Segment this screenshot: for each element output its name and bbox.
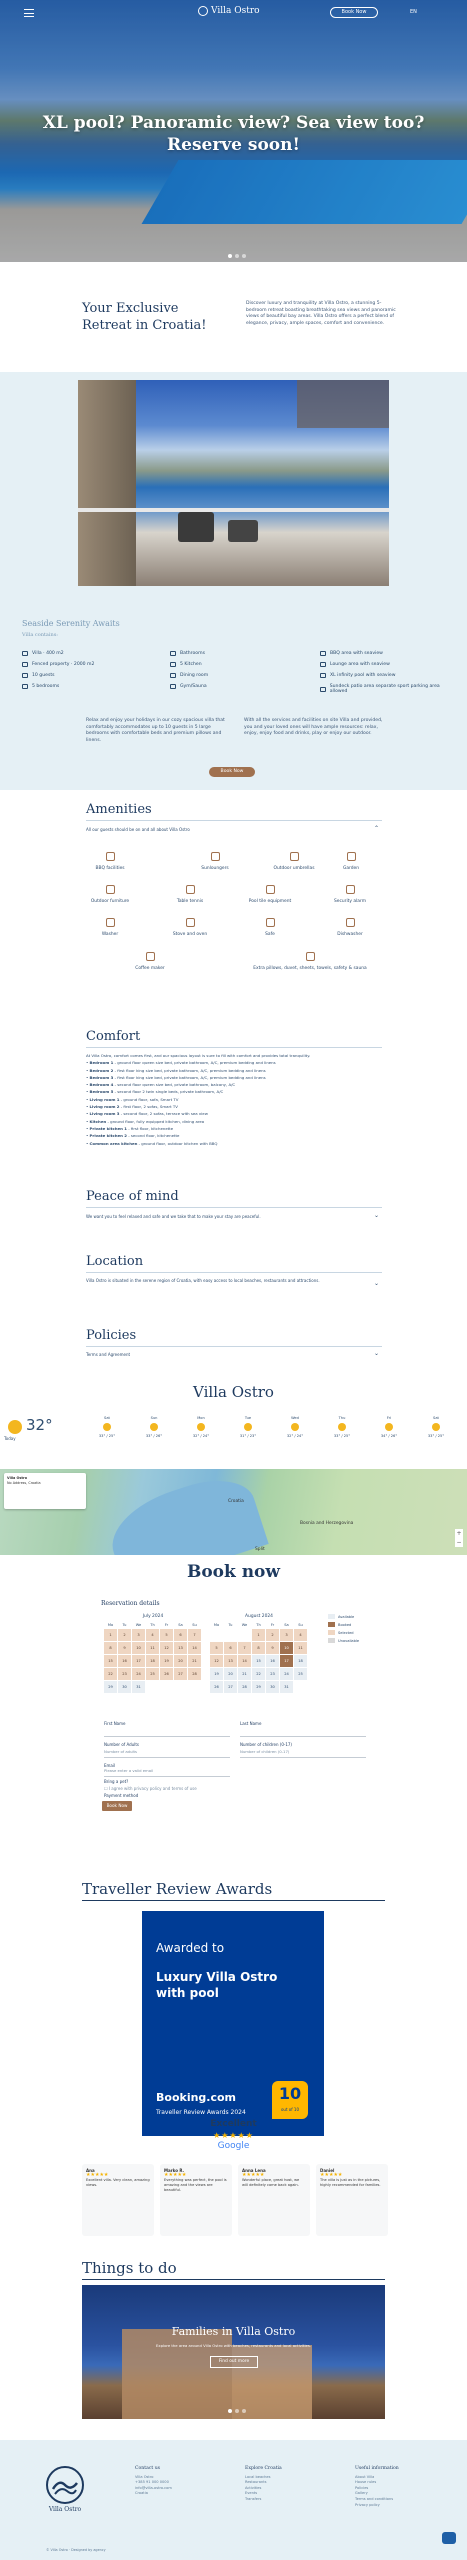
calendar-day[interactable]: 25	[294, 1668, 307, 1680]
bath-icon	[170, 651, 176, 656]
booking-award-badge: Awarded to Luxury Villa Ostro with pool Booking.com Traveller Review Awards 2024 10 out of 10	[142, 1911, 324, 2136]
review-rating-title: Excellent	[210, 2119, 257, 2129]
comfort-item: • Private kitchen 2 - second floor, kitchenette	[86, 1133, 180, 1139]
terrace-photo	[78, 380, 389, 586]
gym-icon	[170, 684, 176, 689]
footer-explore-column: Explore Croatia Local beaches Restaurants Activities Events Transfers	[245, 2466, 345, 2503]
policies-accordion[interactable]: Terms and Agreement	[86, 1352, 131, 1357]
calendar-day[interactable]: 14	[238, 1655, 251, 1667]
villa-contains-label: Villa contains:	[22, 632, 58, 638]
calendar-weekday: Fr	[164, 1623, 169, 1627]
deck-icon	[320, 687, 326, 692]
garden-icon	[347, 852, 356, 861]
legend-item: Available	[328, 1614, 354, 1619]
weather-day: Thu 33° / 25°	[333, 1416, 351, 1438]
review-card[interactable]: Ana ★★★★★ Excellent villa. Very clean, amazing views.	[82, 2164, 154, 2236]
calendar-weekday: Mo	[107, 1623, 114, 1627]
oven-icon	[186, 918, 195, 927]
spec-item: Fenced property · 2000 m2	[22, 662, 94, 667]
calendar-day[interactable]: 17	[132, 1655, 145, 1667]
bedding-icon	[306, 952, 315, 961]
calendar-day[interactable]: 22	[104, 1668, 117, 1680]
spec-item: Sundeck patio area separate sport parking area allowed	[320, 684, 450, 694]
language-select[interactable]: EN	[410, 9, 417, 15]
chat-icon[interactable]	[442, 2532, 456, 2544]
things-to-do-title: Things to do	[82, 2259, 177, 2277]
top-navigation	[0, 0, 467, 26]
calendar-weekday: We	[241, 1623, 248, 1627]
calendar-day[interactable]: 2	[118, 1629, 131, 1641]
sun-icon	[197, 1423, 205, 1431]
legend-item: Booked	[328, 1622, 351, 1627]
calendar-day[interactable]: 29	[252, 1681, 265, 1693]
calendar-day[interactable]: 13	[174, 1642, 187, 1654]
legend-item: Unavailable	[328, 1638, 359, 1643]
footer-link[interactable]: House rules	[355, 2480, 377, 2485]
sun-icon	[150, 1423, 158, 1431]
calendar-day[interactable]: 4	[294, 1629, 307, 1641]
calendar-day[interactable]: 30	[118, 1681, 131, 1693]
dining-icon	[170, 673, 176, 678]
sun-icon	[103, 1423, 111, 1431]
calendar-grid	[210, 1622, 308, 1693]
calendar-day[interactable]: 1	[252, 1629, 265, 1641]
villa-ostro-logo-icon[interactable]	[45, 2465, 85, 2505]
amenity-item: Pool tile equipment	[230, 885, 310, 904]
sun-icon	[244, 1423, 252, 1431]
amenity-item: Outdoor umbrellas	[254, 852, 334, 871]
calendar-month	[210, 1614, 308, 1693]
grill-icon	[320, 651, 326, 656]
google-logo: Google	[217, 2141, 250, 2151]
slider-dot[interactable]	[242, 2409, 246, 2413]
calendar-day[interactable]: 4	[146, 1629, 159, 1641]
bed-icon	[22, 684, 28, 689]
calendar-weekday: Su	[192, 1623, 197, 1627]
comfort-item: • Living room 1 - ground floor, sofa, Smart TV	[86, 1096, 179, 1102]
calendar-weekday: Tu	[228, 1623, 233, 1627]
calendar-day[interactable]: 21	[238, 1668, 251, 1680]
amenity-item: Garden	[311, 852, 391, 871]
feature-description-left: Relax and enjoy your holidays in our cozy spacious villa that comfortably accommodates up to 10 guests in 5 large bedrooms with comfortable beds and premium pillows and linens.	[86, 718, 225, 743]
site-logo[interactable]: Villa Ostro	[198, 6, 260, 16]
footer-link[interactable]: Privacy policy	[355, 2502, 380, 2507]
fence-icon	[22, 662, 28, 667]
reservation-details-label: Reservation details	[101, 1600, 160, 1607]
chevron-down-icon[interactable]: ⌄	[374, 1212, 380, 1219]
calendar-day[interactable]: 23	[118, 1668, 131, 1680]
calendar-grid	[104, 1622, 202, 1693]
calendar-day[interactable]: 7	[188, 1629, 201, 1641]
calendar-day[interactable]: 29	[104, 1681, 117, 1693]
footer-link[interactable]: Villa Ostro	[135, 2474, 154, 2479]
calendar-day[interactable]: 2	[266, 1629, 279, 1641]
kitchen-icon	[170, 662, 176, 667]
slider-dot[interactable]	[228, 2409, 232, 2413]
calendar-day[interactable]: 5	[160, 1629, 173, 1641]
footer-link[interactable]: Transfers	[245, 2496, 262, 2501]
feature-book-button[interactable]: Book Now	[209, 767, 255, 777]
comfort-item: • Bedroom 2 - first floor king size bed, private bathroom, A/C, premium bedding and linens	[86, 1067, 266, 1073]
calendar-day[interactable]: 14	[188, 1642, 201, 1654]
chair-icon	[106, 885, 115, 894]
map-info-card[interactable]: Villa Ostro No Address, Croatia	[4, 1473, 86, 1509]
weather-day: Wed 32° / 24°	[286, 1416, 304, 1438]
review-card[interactable]: Marko R. ★★★★★ Everything was perfect, the pool is amazing and the views are beautiful.	[160, 2164, 232, 2236]
intro-text: Discover luxury and tranquility at Villa Ostro, a stunning 5-bedroom retreat boasting breathtaking sea views and panoramic views of beautiful bay areas. Villa Ostro offers a perfect blend of elegance, privacy, ample spaces, comfort and convenience.	[246, 301, 396, 326]
pingpong-icon	[186, 885, 195, 894]
calendar-day[interactable]: 3	[132, 1629, 145, 1641]
map-label: Bosnia and Herzegovina	[300, 1521, 354, 1526]
logo-wave-icon	[198, 6, 208, 16]
hero-title: XL pool? Panoramic view? Sea view too? Reserve soon!	[42, 113, 425, 155]
calendar-day[interactable]: 6	[224, 1642, 237, 1654]
calendar-day[interactable]: 23	[266, 1668, 279, 1680]
calendar-day[interactable]: 8	[252, 1642, 265, 1654]
footer-link[interactable]: Local beaches	[245, 2474, 271, 2479]
comfort-item: • Bedroom 3 - first floor king size bed, private bathroom, A/C, premium bedding and linens	[86, 1074, 266, 1080]
calendar-day[interactable]: 20	[224, 1668, 237, 1680]
calendar-weekday: We	[135, 1623, 142, 1627]
calendar-day[interactable]: 16	[266, 1655, 279, 1667]
calendar-weekday: Su	[298, 1623, 303, 1627]
comfort-list: At Villa Ostro, comfort comes first, and our spacious layout is sure to fill with comfort and provides total tranquility. • Bedroom 1 - ground floor queen size bed, private bathroom, A/C, premium bedding and linens • Bedroom 2 - first floor king size bed, private bathroom, A/C, premium bedding and linens • Bedroom 3 - first floor king size bed, private bathroom, A/C, premium bedding and linens • Bedroom 4 - second floor queen size bed, private bathroom, balcony, A/C • Bedroom 5 - second floor 2 twin single beds, private bathroom, A/C • Living room 1 - ground floor, sofa, Smart TV • Living room 2 - first floor, 2 sofas, Smart TV • Living room 3 - second floor, 2 sofas, terrace with sea view • Kitchen - ground floor, fully equipped kitchen, dining area • Private kitchen 1 - first floor, kitchenette • Private kitchen 2 - second floor, kitchenette • Common area kitchen - ground floor, outdoor kitchen with BBQ	[86, 1052, 386, 1147]
calendar-day[interactable]: 7	[238, 1642, 251, 1654]
policies-title: Policies	[86, 1328, 137, 1343]
calendar-day[interactable]: 22	[252, 1668, 265, 1680]
calendar-day[interactable]: 19	[210, 1668, 223, 1680]
comfort-item: • Bedroom 1 - ground floor queen size bed, private bathroom, A/C, premium bedding and linens	[86, 1060, 276, 1066]
chevron-down-icon[interactable]: ⌄	[374, 1350, 380, 1357]
pool-icon	[266, 885, 275, 894]
hero-dot[interactable]	[228, 254, 232, 258]
guests-icon	[22, 673, 28, 678]
calendar-day[interactable]: 11	[294, 1642, 307, 1654]
calendar-day[interactable]: 8	[104, 1642, 117, 1654]
footer-contact-column: Contact us Villa Ostro +385 91 000 0000 info@villa-ostro.com Croatia	[135, 2466, 235, 2497]
calendar-day[interactable]: 10	[132, 1642, 145, 1654]
sun-icon	[385, 1423, 393, 1431]
calendar-day[interactable]: 12	[210, 1655, 223, 1667]
award-score-badge: 10 out of 10	[272, 2081, 308, 2119]
things-slider-dots	[228, 2409, 246, 2413]
calendar-day[interactable]: 31	[280, 1681, 293, 1693]
amenity-item: Safe	[230, 918, 310, 937]
first-name-input[interactable]	[104, 1728, 230, 1737]
footer-info-column: Useful information About Villa House rules Policies Gallery Terms and conditions Privacy policy	[355, 2466, 455, 2508]
calendar-month-label: July 2024	[142, 1614, 164, 1619]
house-icon	[22, 651, 28, 656]
footer-link[interactable]: Restaurants	[245, 2480, 267, 2485]
email-input[interactable]: Please enter a valid email	[104, 1768, 230, 1777]
amenity-item: Washer	[70, 918, 150, 937]
calendar-weekday: Sa	[178, 1623, 183, 1627]
weather-day: Tue 31° / 23°	[239, 1416, 257, 1438]
washer-icon	[106, 918, 115, 927]
comfort-item: • Living room 2 - first floor, 2 sofas, Smart TV	[86, 1104, 178, 1110]
peace-accordion[interactable]: We want you to feel relaxed and safe and we take that to make your stay are peaceful.	[86, 1214, 261, 1219]
footer-logo-text: Villa Ostro	[48, 2506, 82, 2513]
spec-item: 5 Kitchen	[170, 662, 202, 667]
calendar-day[interactable]: 6	[174, 1629, 187, 1641]
coffee-icon	[146, 952, 155, 961]
calendar-day[interactable]: 26	[160, 1668, 173, 1680]
calendar-weekday: Th	[256, 1623, 261, 1627]
things-to-do-subtitle: Explore the area around Villa Ostro with beaches, restaurants and local activities.	[155, 2343, 312, 2348]
calendar-day[interactable]: 17	[280, 1655, 293, 1667]
privacy-checkbox[interactable]: ☐ I agree with privacy policy and terms of use	[104, 1786, 197, 1791]
calendar-day[interactable]: 30	[266, 1681, 279, 1693]
weather-day: Sun 33° / 26°	[145, 1416, 163, 1438]
calendar-day[interactable]: 21	[188, 1655, 201, 1667]
spec-item: 5 bedrooms	[22, 684, 59, 689]
feature-title: Seaside Serenity Awaits	[22, 619, 120, 628]
sun-icon	[8, 1420, 22, 1434]
calendar-day[interactable]: 3	[280, 1629, 293, 1641]
umbrella-icon	[290, 852, 299, 861]
calendar-day[interactable]: 12	[160, 1642, 173, 1654]
hero-dot[interactable]	[242, 254, 246, 258]
comfort-item: • Bedroom 4 - second floor queen size bed, private bathroom, balcony, A/C	[86, 1082, 236, 1088]
spec-item: XL infinity pool with seaview	[320, 673, 396, 678]
calendar-day[interactable]: 25	[146, 1668, 159, 1680]
hero-slider-dots	[228, 254, 246, 258]
calendar-weekday: Tu	[122, 1623, 127, 1627]
calendar-day[interactable]: 9	[266, 1642, 279, 1654]
children-select[interactable]: Number of children (0-17)	[240, 1749, 366, 1758]
weather-day: Sat 33° / 25°	[98, 1416, 116, 1438]
weather-day: Sat 33° / 25°	[427, 1416, 445, 1438]
calendar-day[interactable]: 20	[174, 1655, 187, 1667]
amenity-item: Extra pillows, duvet, sheets, towels, safety & sauna	[250, 952, 370, 971]
spec-item: Lounge area with seaview	[320, 662, 390, 667]
award-section-title: Traveller Review Awards	[82, 1880, 273, 1898]
footer-link[interactable]: Activities	[245, 2485, 262, 2490]
amenity-item: Dishwasher	[310, 918, 390, 937]
spec-item: Gym/Sauna	[170, 684, 207, 689]
dishwasher-icon	[346, 918, 355, 927]
calendar-day[interactable]: 18	[146, 1655, 159, 1667]
weather-today: 32° Today	[4, 1416, 53, 1441]
things-to-do-caption: Families in Villa Ostro	[171, 2325, 296, 2338]
find-out-more-button[interactable]: Find out more	[210, 2356, 258, 2368]
calendar-day[interactable]: 28	[188, 1668, 201, 1680]
lounge-icon	[320, 662, 326, 667]
calendar-weekday: Th	[150, 1623, 155, 1627]
review-card[interactable]: Daniel ★★★★★ The villa is just as in the pictures, highly recommended for families.	[316, 2164, 388, 2236]
comfort-item: • Private kitchen 1 - first floor, kitchenette	[86, 1125, 174, 1131]
footer-link[interactable]: About Villa	[355, 2474, 375, 2479]
sun-icon	[338, 1423, 346, 1431]
calendar-weekday: Mo	[213, 1623, 220, 1627]
footer-link[interactable]: Events	[245, 2491, 258, 2496]
calendar-day[interactable]: 24	[280, 1668, 293, 1680]
calendar-day[interactable]: 31	[132, 1681, 145, 1693]
calendar-day[interactable]: 5	[210, 1642, 223, 1654]
comfort-item: • Kitchen - ground floor, fully equipped kitchen, dining area	[86, 1118, 205, 1124]
sunlounger-icon	[211, 852, 220, 861]
last-name-input[interactable]	[240, 1728, 366, 1737]
location-accordion[interactable]: Villa Ostro is situated in the serene region of Croatia, with easy access to local beaches, restaurants and attractions.	[86, 1278, 320, 1283]
adults-select[interactable]: Number of adults	[104, 1749, 230, 1758]
menu-icon[interactable]	[24, 9, 34, 17]
calendar-month-label: August 2024	[245, 1614, 273, 1619]
pool-icon	[320, 673, 326, 678]
weather-title: Villa Ostro	[193, 1383, 274, 1401]
comfort-item: • Living room 3 - second floor, 2 sofas, terrace with sea view	[86, 1111, 208, 1117]
footer-link[interactable]: +385 91 000 0000	[135, 2480, 169, 2485]
calendar-day[interactable]: 10	[280, 1642, 293, 1654]
spec-item: BBQ area with seaview	[320, 651, 383, 656]
calendar-day[interactable]: 15	[252, 1655, 265, 1667]
calendar-day[interactable]: 16	[118, 1655, 131, 1667]
weather-day: Mon 32° / 24°	[192, 1416, 210, 1438]
amenity-item: Table tennis	[150, 885, 230, 904]
sun-icon	[291, 1423, 299, 1431]
slider-dot[interactable]	[235, 2409, 239, 2413]
book-now-button[interactable]: Book Now	[330, 7, 378, 18]
comfort-item: • Common area kitchen - ground floor, outdoor kitchen with BBQ	[86, 1140, 218, 1146]
review-card[interactable]: Anna Lena ★★★★★ Wonderful place, great host, we will definitely come back again.	[238, 2164, 310, 2236]
amenities-title: Amenities	[86, 802, 152, 817]
spec-item: 10 guests	[22, 673, 55, 678]
legend-item: Selected	[328, 1630, 354, 1635]
footer-copyright: © Villa Ostro · Designed by agency	[46, 2548, 106, 2552]
things-to-do-image	[82, 2285, 385, 2419]
location-map[interactable]	[0, 1469, 467, 1555]
calendar-day[interactable]: 9	[118, 1642, 131, 1654]
shield-icon	[346, 885, 355, 894]
submit-booking-button[interactable]: Book Now	[102, 1801, 132, 1811]
calendar-weekday: Fr	[270, 1623, 275, 1627]
peace-title: Peace of mind	[86, 1189, 179, 1204]
map-label: Croatia	[228, 1499, 244, 1504]
amenity-item: Sunloungers	[175, 852, 255, 871]
footer-link[interactable]: Terms and conditions	[355, 2496, 394, 2501]
spec-item: Bathrooms	[170, 651, 205, 656]
calendar-day[interactable]: 27	[224, 1681, 237, 1693]
comfort-item: • Bedroom 5 - second floor 2 twin single beds, private bathroom, A/C	[86, 1089, 224, 1095]
calendar-day[interactable]: 28	[238, 1681, 251, 1693]
comfort-title: Comfort	[86, 1029, 141, 1044]
safe-icon	[266, 918, 275, 927]
amenities-accordion[interactable]: All our guests should be on and all about Villa Ostro	[86, 827, 190, 832]
spec-item: Dining room	[170, 673, 208, 678]
chevron-up-icon[interactable]: ⌃	[374, 825, 380, 832]
footer-link[interactable]: Gallery	[355, 2491, 368, 2496]
calendar-day[interactable]: 11	[146, 1642, 159, 1654]
calendar-month	[104, 1614, 202, 1693]
amenity-item: Stove and oven	[150, 918, 230, 937]
location-title: Location	[86, 1254, 144, 1269]
map-label: Split	[255, 1547, 265, 1552]
map-zoom-control[interactable]: + −	[456, 1530, 462, 1546]
hero-dot[interactable]	[235, 254, 239, 258]
amenity-item: BBQ facilities	[70, 852, 150, 871]
chevron-down-icon[interactable]: ⌄	[374, 1280, 380, 1287]
sun-icon	[432, 1423, 440, 1431]
footer-link[interactable]: info@villa-ostro.com	[135, 2485, 172, 2490]
calendar-day[interactable]: 15	[104, 1655, 117, 1667]
bbq-icon	[106, 852, 115, 861]
calendar-day[interactable]: 26	[210, 1681, 223, 1693]
calendar-day[interactable]: 19	[160, 1655, 173, 1667]
intro-title: Your Exclusive Retreat in Croatia!	[82, 301, 207, 333]
calendar-day[interactable]: 18	[294, 1655, 307, 1667]
footer-link[interactable]: Policies	[355, 2485, 369, 2490]
footer-link[interactable]: Croatia	[135, 2491, 148, 2496]
amenity-item: Outdoor furniture	[70, 885, 150, 904]
calendar-day[interactable]: 13	[224, 1655, 237, 1667]
spec-item: Villa · 400 m2	[22, 651, 64, 656]
calendar-weekday: Sa	[284, 1623, 289, 1627]
booking-title: Book now	[186, 1562, 281, 1582]
amenity-item: Coffee maker	[110, 952, 190, 971]
calendar-day[interactable]: 1	[104, 1629, 117, 1641]
calendar-day[interactable]: 24	[132, 1668, 145, 1680]
feature-description-right: With all the services and facilities on site Villa and provided, you and your loved ones will have ample resources: relax, enjoy, enjoy food and drinks, play or enjoy our outdoor.	[244, 718, 383, 736]
amenity-item: Security alarm	[310, 885, 390, 904]
weather-day: Fri 34° / 26°	[380, 1416, 398, 1438]
rating-stars: ★★★★★	[213, 2131, 254, 2140]
calendar-day[interactable]: 27	[174, 1668, 187, 1680]
weather-widget	[0, 1406, 467, 1456]
